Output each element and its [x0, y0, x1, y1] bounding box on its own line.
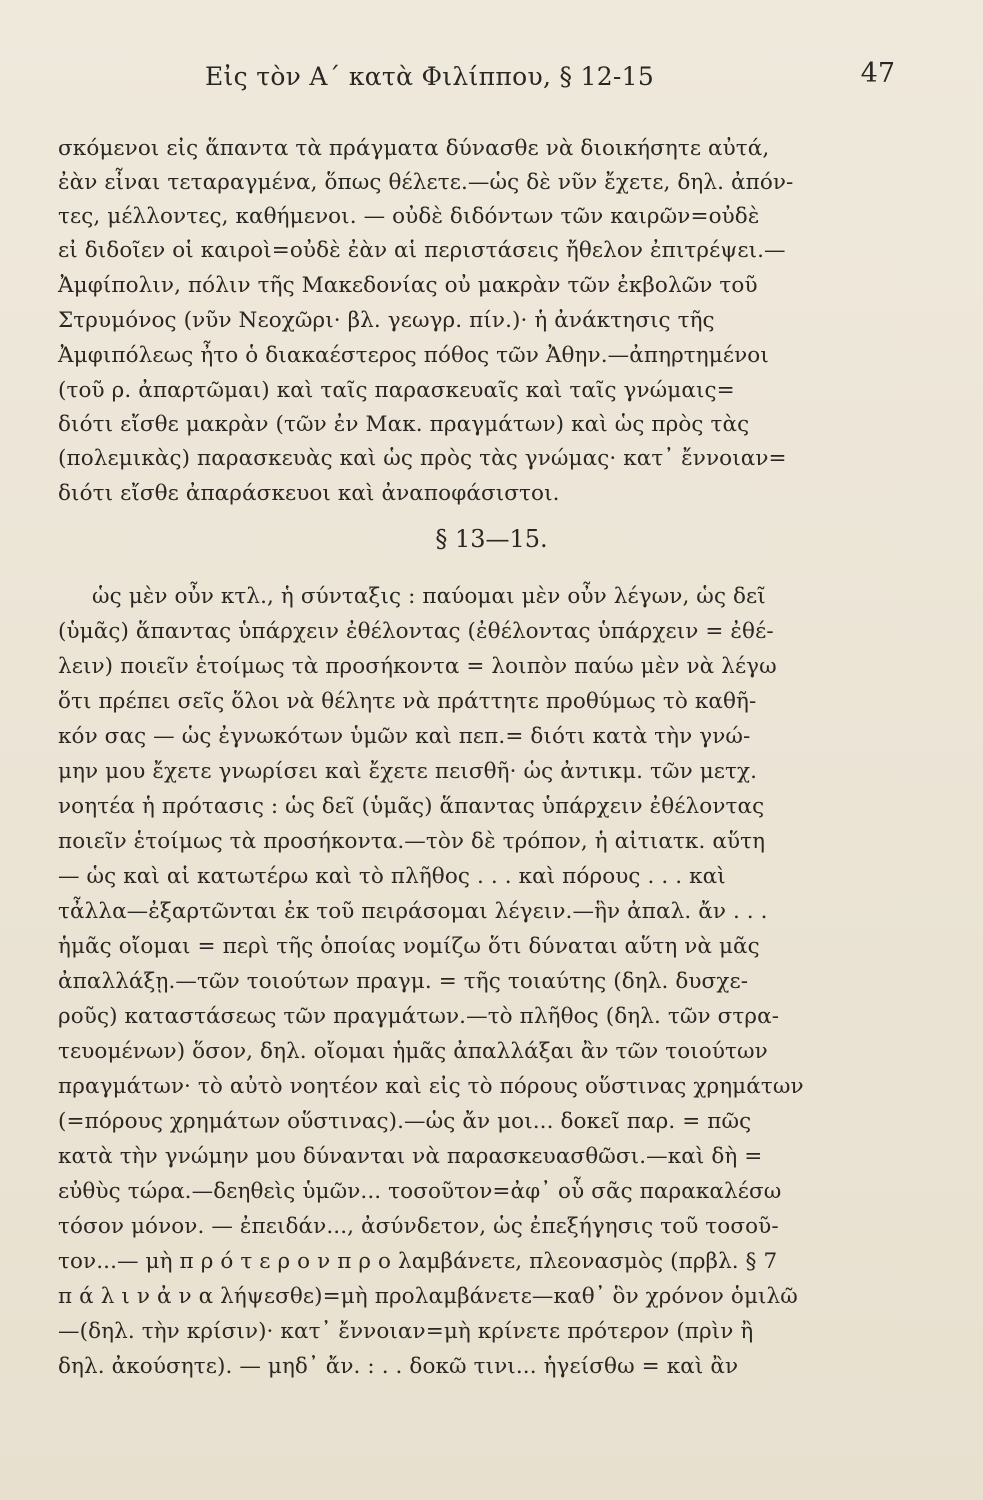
text-line: ἡμᾶς οἴομαι = περὶ τῆς ὁποίας νομίζω ὅτι δύναται αὕτη νὰ μᾶς [58, 934, 760, 959]
text-line: (ὑμᾶς) ἅπαντας ὑπάρχειν ἐθέλοντας (ἐθέλοντας ὑπάρχειν = ἐθέ- [58, 619, 774, 644]
text-line: ὡς μὲν οὖν κτλ., ἡ σύνταξις : παύομαι μὲν οὖν λέγων, ὡς δεῖ [92, 584, 766, 609]
text-line: Ἀμφίπολιν, πόλιν τῆς Μακεδονίας οὐ μακρὰν τῶν ἐκβολῶν τοῦ [58, 273, 758, 298]
text-line: μην μου ἔχετε γνωρίσει καὶ ἔχετε πεισθῆ· ὡς ἀντικμ. τῶν μετχ. [58, 759, 758, 784]
page-number: 47 [860, 58, 895, 89]
text-line: ὅτι πρέπει σεῖς ὅλοι νὰ θέλητε νὰ πράττητε προθύμως τὸ καθῆ- [58, 689, 757, 714]
text-line: κόν σας — ὡς ἐγνωκότων ὑμῶν καὶ πεπ.= διότι κατὰ τὴν γνώ- [58, 724, 751, 749]
text-line: (τοῦ ρ. ἀπαρτῶμαι) καὶ ταῖς παρασκευαῖς καὶ ταῖς γνώμαις= [58, 378, 735, 403]
text-line: ροῦς) καταστάσεως τῶν πραγμάτων.—τὸ πλῆθος (δηλ. τῶν στρα- [58, 1004, 780, 1029]
text-line: ἐὰν εἶναι τεταραγμένα, ὅπως θέλετε.—ὡς δὲ νῦν ἔχετε, δηλ. ἀπόν- [58, 170, 794, 195]
text-line: τἆλλα—ἐξαρτῶνται ἐκ τοῦ πειράσομαι λέγειν.—ἣν ἀπαλ. ἄν . . . [58, 899, 768, 924]
text-line: διότι εἴσθε ἀπαράσκευοι καὶ ἀναποφάσιστοι. [58, 481, 560, 506]
text-line: Ἀμφιπόλεως ἦτο ὁ διακαέστερος πόθος τῶν Ἀθην.—ἀπηρτημένοι [58, 343, 769, 368]
text-line: —(δηλ. τὴν κρίσιν)· κατ᾽ ἔννοιαν=μὴ κρίνετε πρότερον (πρὶν ἢ [58, 1319, 754, 1344]
section-heading: § 13—15. [435, 525, 548, 553]
text-line: τες, μέλλοντες, καθήμενοι. — οὐδὲ διδόντων τῶν καιρῶν=οὐδὲ [58, 204, 760, 229]
running-head-title: Εἰς τὸν Α΄ κατὰ Φιλίππου, § 12-15 [205, 62, 655, 91]
text-line: ἀπαλλάξῃ.—τῶν τοιούτων πραγμ. = τῆς τοιαύτης (δηλ. δυσχε- [58, 969, 749, 994]
text-line: ποιεῖν ἑτοίμως τὰ προσήκοντα.—τὸν δὲ τρόπον, ἡ αἰτιατκ. αὕτη [58, 829, 766, 854]
running-head [60, 58, 895, 102]
text-line: — ὡς καὶ αἱ κατωτέρω καὶ τὸ πλῆθος . . . καὶ πόρους . . . καὶ [58, 864, 726, 889]
text-line: π ά λ ι ν ἀ ν α λήψεσθε)=μὴ προλαμβάνετε—καθ᾽ ὃν χρόνον ὁμιλῶ [58, 1284, 798, 1309]
text-line: Στρυμόνος (νῦν Νεοχῶρι· βλ. γεωγρ. πίν.)· ἡ ἀνάκτησις τῆς [58, 308, 715, 333]
text-line: δηλ. ἀκούσητε). — μηδ᾽ ἄν. : . . δοκῶ τινι... ἡγείσθω = καὶ ἂν [58, 1354, 739, 1379]
text-line: τευομένων) ὅσον, δηλ. οἴομαι ἡμᾶς ἀπαλλάξαι ἂν τῶν τοιούτων [58, 1039, 768, 1064]
text-line: διότι εἴσθε μακρὰν (τῶν ἐν Μακ. πραγμάτων) καὶ ὡς πρὸς τὰς [58, 412, 750, 437]
text-line: νοητέα ἡ πρότασις : ὡς δεῖ (ὑμᾶς) ἅπαντας ὑπάρχειν ἐθέλοντας [58, 794, 765, 819]
text-line: λειν) ποιεῖν ἑτοίμως τὰ προσήκοντα = λοιπὸν παύω μὲν νὰ λέγω [58, 654, 777, 679]
text-line: κατὰ τὴν γνώμην μου δύνανται νὰ παρασκευασθῶσι.—καὶ δὴ = [58, 1144, 763, 1169]
text-line: εἰ διδοῖεν οἱ καιροὶ=οὐδὲ ἐὰν αἱ περιστάσεις ἤθελον ἐπιτρέψει.— [58, 238, 786, 263]
text-line: (πολεμικὰς) παρασκευὰς καὶ ὡς πρὸς τὰς γνώμας· κατ᾽ ἔννοιαν= [58, 446, 787, 471]
text-line: πραγμάτων· τὸ αὐτὸ νοητέον καὶ εἰς τὸ πόρους οὕστινας χρημάτων [58, 1074, 804, 1099]
text-line: εὐθὺς τώρα.—δεηθεὶς ὑμῶν... τοσοῦτον=ἀφ᾽ οὗ σᾶς παρακαλέσω [58, 1179, 782, 1204]
text-line: (=πόρους χρημάτων οὕστινας).—ὡς ἄν μοι... δοκεῖ παρ. = πῶς [58, 1109, 752, 1134]
text-line: τον...— μὴ π ρ ό τ ε ρ ο ν π ρ ο λαμβάνετε, πλεονασμὸς (πρβλ. § 7 [58, 1249, 778, 1274]
text-line: τόσον μόνον. — ἐπειδάν..., ἀσύνδετον, ὡς ἐπεξήγησις τοῦ τοσοῦ- [58, 1214, 779, 1239]
text-line: σκόμενοι εἰς ἅπαντα τὰ πράγματα δύνασθε νὰ διοικήσητε αὐτά, [58, 136, 770, 161]
